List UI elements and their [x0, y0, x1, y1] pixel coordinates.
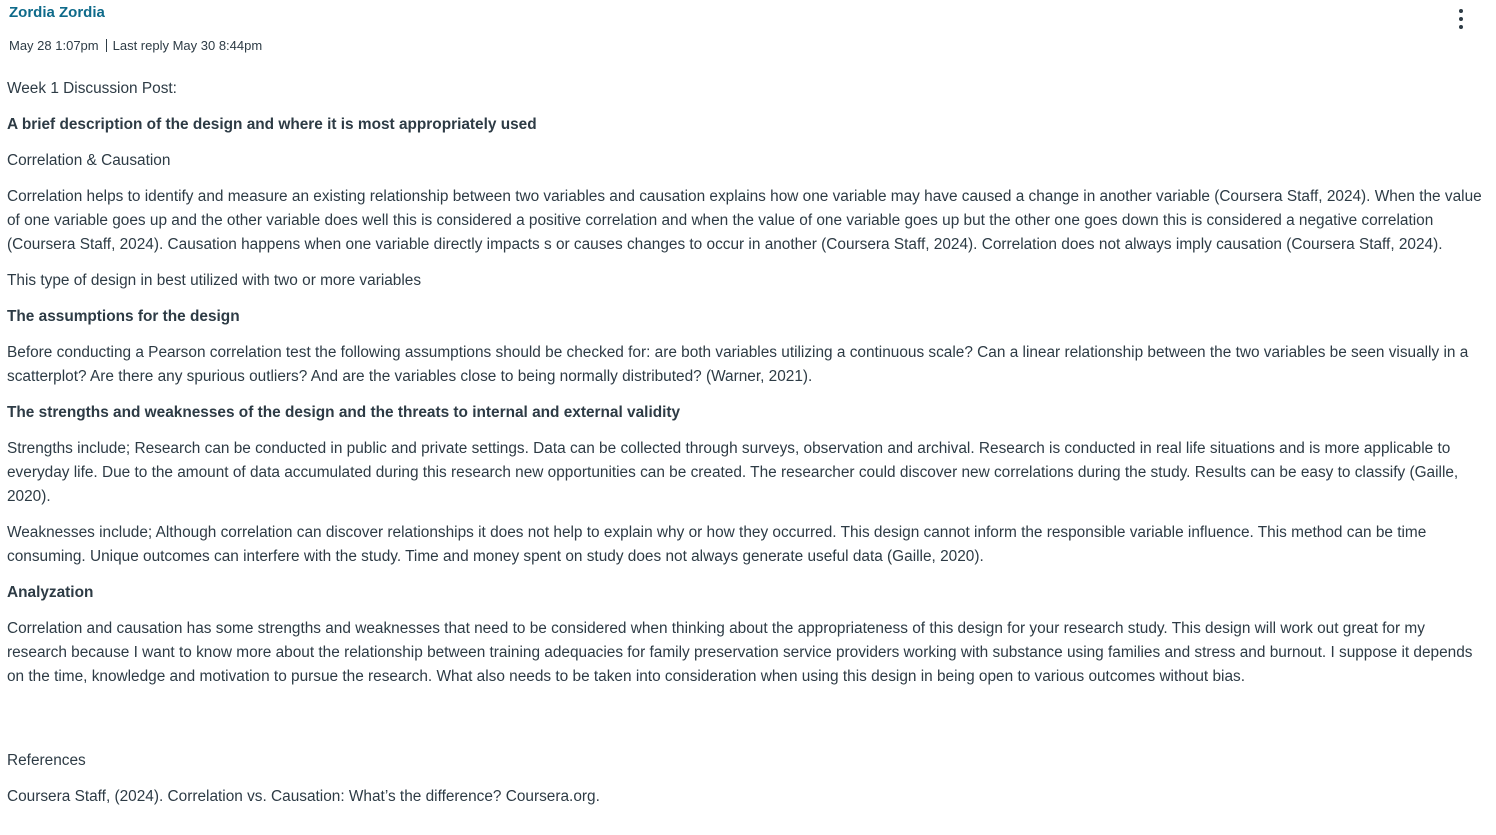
post-meta	[9, 38, 262, 53]
meta-divider	[106, 39, 107, 52]
references-label: References	[7, 752, 86, 769]
kebab-dot	[1459, 9, 1463, 13]
paragraph-analyzation: Correlation and causation has some strengths and weaknesses that need to be considered when thinking about the appropriateness of this design for your research study. This design will work out great for my research because I want to know more about the relationship between training adequacies for family preservation service providers working with substance using families and stress and burnout. I suppose it depends on the time, knowledge and motivation to pursue the research. What also needs to be taken into consideration when using this design in being open to various outcomes without bias.	[7, 620, 1473, 685]
author-name-link[interactable]: Zordia Zordia	[9, 4, 105, 21]
post-date: May 28 1:07pm	[9, 38, 99, 53]
topic-line: Correlation & Causation	[7, 152, 171, 169]
paragraph-usage: This type of design in best utilized with two or more variables	[7, 272, 422, 289]
post-title-line: Week 1 Discussion Post:	[7, 80, 177, 97]
last-reply-date: Last reply May 30 8:44pm	[112, 38, 263, 53]
paragraph-assumptions: Before conducting a Pearson correlation test the following assumptions should be checked for: are both variables utilizing a continuous scale? Can a linear relationship between the two variables be seen visually in a scatterplot? Are there any spurious outliers? And are the variables close to being normally distributed? (Warner, 2021).	[7, 344, 1469, 385]
blank-line	[7, 701, 1482, 749]
section-heading-assumptions: The assumptions for the design	[7, 308, 240, 325]
section-heading-analyzation: Analyzation	[7, 584, 94, 601]
paragraph-weaknesses: Weaknesses include; Although correlation can discover relationships it does not help to explain why or how they occurred. This design cannot inform the responsible variable influence. This method can be time consuming. Unique outcomes can interfere with the study. Time and money spent on study does not always generate useful data (Gaille, 2020).	[7, 524, 1427, 565]
section-heading-description: A brief description of the design and where it is most appropriately used	[7, 116, 537, 133]
reference-item: Coursera Staff, (2024). Correlation vs. Causation: What’s the difference? Coursera.org.	[7, 788, 600, 805]
kebab-dot	[1459, 25, 1463, 29]
post-body	[7, 77, 1482, 821]
paragraph-correlation: Correlation helps to identify and measure an existing relationship between two variables and causation explains how one variable may have caused a change in another variable (Coursera Staff, 2024). When the value of one variable goes up and the other variable does well this is considered a positive correlation and when the value of one variable goes up but the other one goes down this is considered a negative correlation (Coursera Staff, 2024). Causation happens when one variable directly impacts s or causes changes to occur in another (Coursera Staff, 2024). Correlation does not always imply causation (Coursera Staff, 2024).	[7, 188, 1482, 253]
section-heading-strengths: The strengths and weaknesses of the design and the threats to internal and external validity	[7, 404, 681, 421]
kebab-menu-icon[interactable]	[1452, 8, 1470, 30]
kebab-dot	[1459, 17, 1463, 21]
paragraph-strengths: Strengths include; Research can be conducted in public and private settings. Data can be collected through surveys, observation and archival. Research is conducted in real life situations and is more applicable to everyday life. Due to the amount of data accumulated during this research new opportunities can be created. The researcher could discover new correlations during the study. Results can be easy to classify (Gaille, 2020).	[7, 440, 1459, 505]
